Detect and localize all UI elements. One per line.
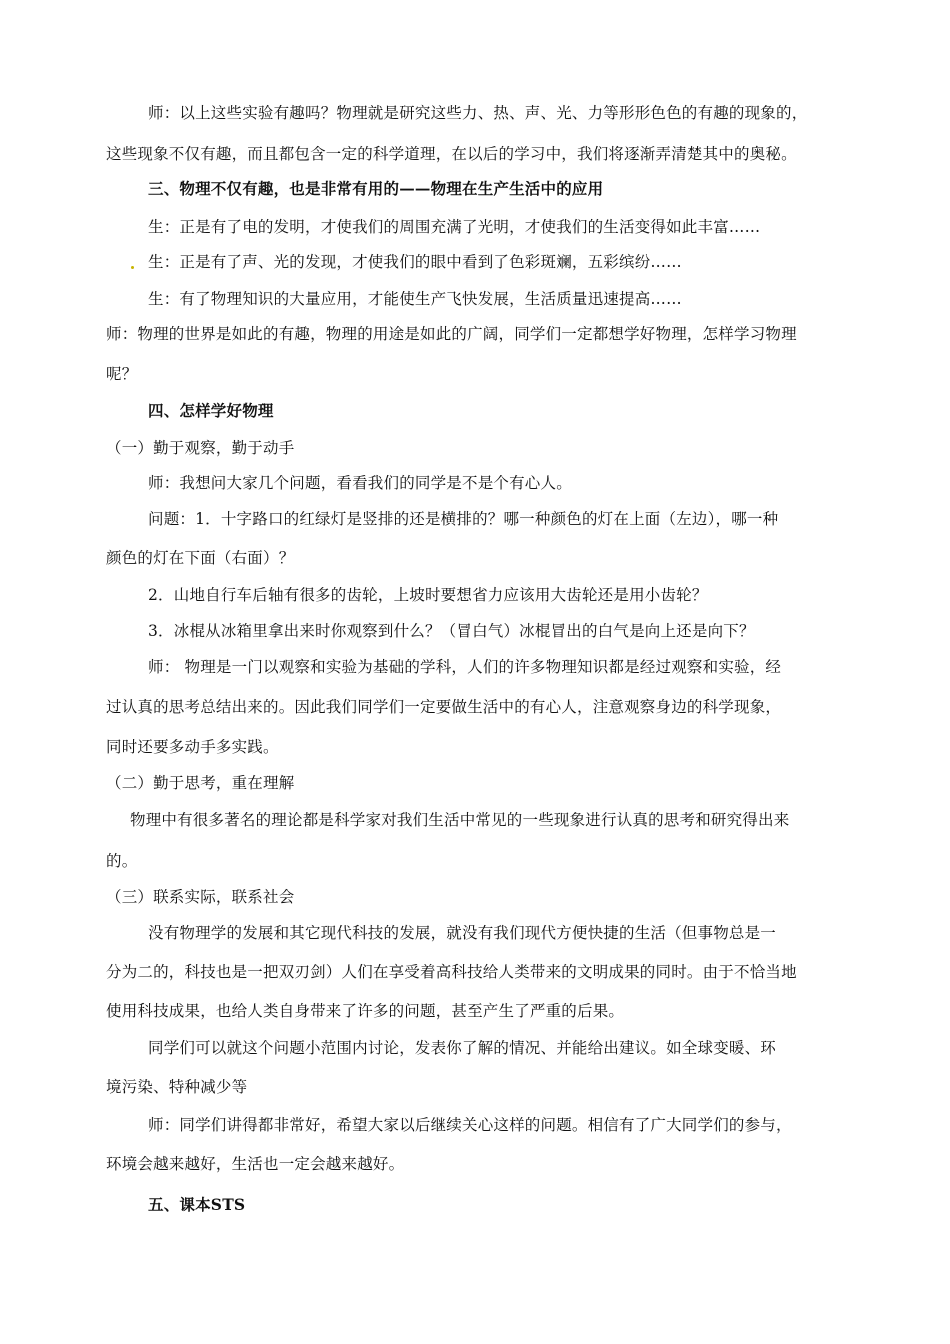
paragraph-line: 呢？ (106, 365, 138, 383)
paragraph-line: 师：以上这些实验有趣吗？物理就是研究这些力、热、声、光、力等形形色色的有趣的现象的， (148, 104, 808, 122)
paragraph-line: 这些现象不仅有趣，而且都包含一定的科学道理，在以后的学习中，我们将逐渐弄清楚其中的奥秘。 (106, 145, 797, 163)
marker-dot (131, 266, 134, 269)
subheading-1: （一）勤于观察，勤于动手 (106, 439, 295, 457)
paragraph-line: 师： 物理是一门以观察和实验为基础的学科，人们的许多物理知识都是经过观察和实验，经 (148, 658, 782, 676)
paragraph-line: 境污染、特种减少等 (106, 1078, 248, 1096)
paragraph-line: 没有物理学的发展和其它现代科技的发展，就没有我们现代方便快捷的生活（但事物总是一 (148, 924, 777, 942)
paragraph-line: 分为二的，科技也是一把双刃剑）人们在享受着高科技给人类带来的文明成果的同时。由于不恰当地 (106, 963, 797, 981)
paragraph-line: 过认真的思考总结出来的。因此我们同学们一定要做生活中的有心人，注意观察身边的科学现象， (106, 698, 782, 716)
subheading-2: （二）勤于思考，重在理解 (106, 774, 295, 792)
paragraph-line: 生：正是有了电的发明，才使我们的周围充满了光明，才使我们的生活变得如此丰富…… (148, 218, 761, 236)
paragraph-line: 物理中有很多著名的理论都是科学家对我们生活中常见的一些现象进行认真的思考和研究得出来 (130, 811, 790, 829)
paragraph-line: 使用科技成果，也给人类自身带来了许多的问题，甚至产生了严重的后果。 (106, 1002, 625, 1020)
section-heading-5: 五、课本STS (148, 1195, 246, 1214)
paragraph-line: 的。 (106, 852, 138, 870)
paragraph-line: 环境会越来越好，生活也一定会越来越好。 (106, 1155, 405, 1173)
paragraph-line: 同时还要多动手多实践。 (106, 738, 279, 756)
paragraph-line: 生：正是有了声、光的发现，才使我们的眼中看到了色彩斑斓，五彩缤纷…… (148, 253, 682, 271)
paragraph-line: 生：有了物理知识的大量应用，才能使生产飞快发展，生活质量迅速提高…… (148, 290, 682, 308)
section-heading-3: 三、物理不仅有趣，也是非常有用的——物理在生产生活中的应用 (148, 179, 604, 198)
paragraph-line: 3．冰棍从冰箱里拿出来时你观察到什么？（冒白气）冰棍冒出的白气是向上还是向下？ (148, 622, 755, 640)
paragraph-line: 问题：1．十字路口的红绿灯是竖排的还是横排的？哪一种颜色的灯在上面（左边），哪一种 (148, 510, 779, 528)
subheading-3: （三）联系实际，联系社会 (106, 888, 295, 906)
paragraph-line: 师：同学们讲得都非常好，希望大家以后继续关心这样的问题。相信有了广大同学们的参与， (148, 1116, 792, 1134)
paragraph-line: 同学们可以就这个问题小范围内讨论，发表你了解的情况、并能给出建议。如全球变暖、环 (148, 1039, 777, 1057)
paragraph-line: 2．山地自行车后轴有很多的齿轮，上坡时要想省力应该用大齿轮还是用小齿轮？ (148, 586, 708, 604)
paragraph-line: 师：物理的世界是如此的有趣，物理的用途是如此的广阔，同学们一定都想学好物理，怎样学习物理 (106, 325, 797, 343)
paragraph-line: 颜色的灯在下面（右面）？ (106, 549, 295, 567)
section-heading-4: 四、怎样学好物理 (148, 401, 274, 420)
paragraph-line: 师：我想问大家几个问题，看看我们的同学是不是个有心人。 (148, 474, 572, 492)
